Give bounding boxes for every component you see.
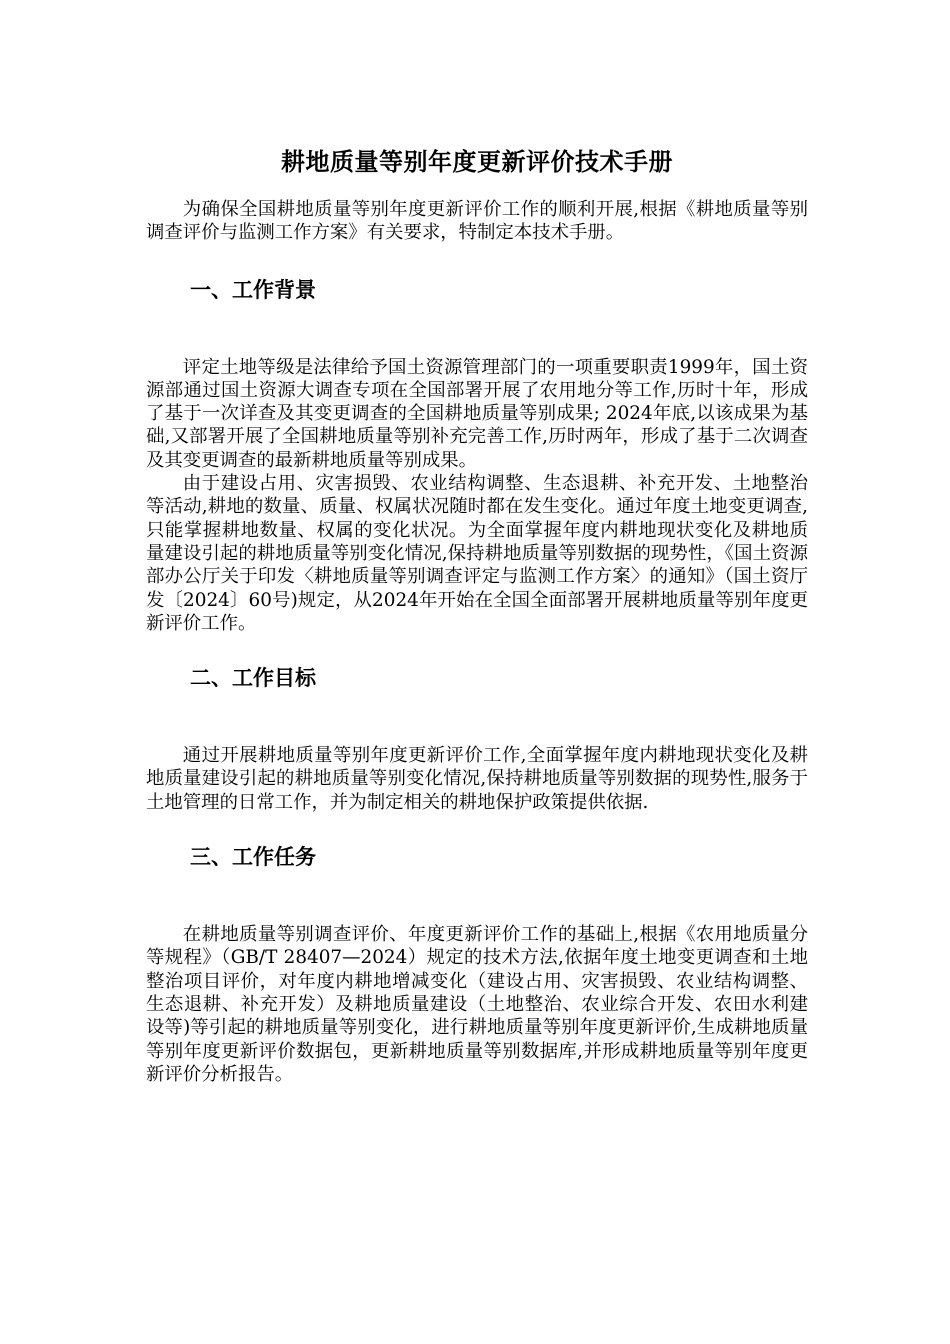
spacer [146, 693, 808, 744]
spacer [146, 872, 808, 923]
spacer [146, 635, 808, 663]
spacer [146, 245, 808, 275]
document-page [146, 146, 808, 1086]
spacer [146, 814, 808, 842]
background-paragraph-1: 评定土地等级是法律给予国土资源管理部门的一项重要职责1999年，国土资源部通过国土资源大调查专项在全国部署开展了农用地分等工作,历时十年，形成了基于一次详查及其变更调查的全国耕地质量等别成果; 2024年底,以该成果为基础,又部署开展了全国耕地质量等别补充完善工作,历时两年，形成了基于二次调查及其变更调查的最新耕地质量等别成果。 [146, 356, 808, 471]
background-paragraph-2: 由于建设占用、灾害损毁、农业结构调整、生态退耕、补充开发、土地整治等活动,耕地的数量、质量、权属状况随时都在发生变化。通过年度土地变更调查,只能掌握耕地数量、权属的变化状况。为全面掌握年度内耕地现状变化及耕地质量建设引起的耕地质量等别变化情况,保持耕地质量等别数据的现势性，《国土资源部办公厅关于印发〈耕地质量等别调查评定与监测工作方案〉的通知》（国土资厅发〔2024〕60号)规定，从2024年开始在全国全面部署开展耕地质量等别年度更新评价工作。 [146, 473, 808, 634]
section-heading-tasks: 三、工作任务 [190, 845, 316, 870]
tasks-paragraph: 在耕地质量等别调查评价、年度更新评价工作的基础上,根据《农用地质量分等规程》（GB/T 28407—2024）规定的技术方法,依据年度土地变更调查和土地整治项目评价，对年度内耕地增减变化（建设占用、灾害损毁、农业结构调整、生态退耕、补充开发）及耕地质量建设（土地整治、农业综合开发、农田水利建设等)等引起的耕地质量等别变化，进行耕地质量等别年度更新评价,生成耕地质量等别年度更新评价数据包，更新耕地质量等别数据库,并形成耕地质量等别年度更新评价分析报告。 [146, 924, 808, 1085]
section-heading-goals: 二、工作目标 [190, 666, 316, 691]
document-title: 耕地质量等别年度更新评价技术手册 [281, 148, 673, 176]
section-heading-background: 一、工作背景 [190, 277, 316, 302]
intro-paragraph: 为确保全国耕地质量等别年度更新评价工作的顺利开展,根据《耕地质量等别调查评价与监测工作方案》有关要求，特制定本技术手册。 [146, 199, 808, 244]
spacer [146, 305, 808, 356]
goals-paragraph: 通过开展耕地质量等别年度更新评价工作,全面掌握年度内耕地现状变化及耕地质量建设引起的耕地质量等别变化情况,保持耕地质量等别数据的现势性,服务于土地管理的日常工作，并为制定相关的耕地保护政策提供依据. [146, 745, 808, 813]
